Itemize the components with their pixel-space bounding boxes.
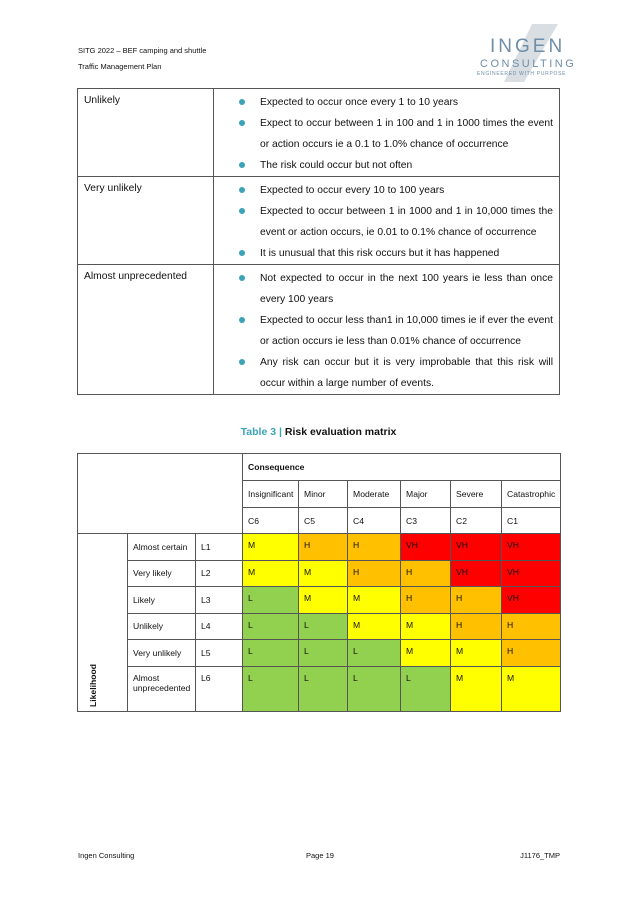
- consequence-code: C1: [502, 508, 561, 534]
- likelihood-code: L6: [196, 666, 243, 711]
- risk-rating: H: [507, 646, 514, 656]
- matrix-row: [78, 666, 561, 711]
- consequence-code: C6: [243, 508, 299, 534]
- risk-cell: [243, 640, 299, 667]
- risk-rating: M: [304, 566, 312, 577]
- risk-cell: [502, 587, 561, 614]
- risk-cell: [502, 666, 561, 711]
- risk-cell: [401, 613, 451, 640]
- risk-cell: [401, 534, 451, 561]
- risk-cell: [348, 613, 401, 640]
- risk-cell: [348, 640, 401, 667]
- consequence-heading: Consequence: [243, 454, 561, 481]
- risk-rating: M: [353, 619, 361, 630]
- risk-rating: VH: [507, 540, 519, 550]
- consequence-name: Severe: [451, 481, 502, 508]
- risk-rating: L: [248, 646, 253, 656]
- risk-rating: VH: [507, 566, 519, 577]
- definition-bullet: Expected to occur once every 1 to 10 years: [236, 92, 553, 113]
- definition-bullet: Not expected to occur in the next 100 years ie less than once every 100 years: [236, 268, 553, 310]
- risk-cell: [299, 534, 348, 561]
- risk-rating: M: [456, 646, 464, 656]
- risk-cell: [299, 560, 348, 587]
- risk-rating: L: [248, 672, 253, 683]
- definition-level: Unlikely: [78, 89, 214, 177]
- definition-row: [78, 177, 560, 265]
- footer-company: Ingen Consulting: [78, 851, 135, 860]
- risk-rating: L: [406, 672, 411, 683]
- definition-description: [214, 89, 560, 177]
- risk-cell: [401, 560, 451, 587]
- risk-cell: [243, 666, 299, 711]
- definition-level: Almost unprecedented: [78, 265, 214, 395]
- risk-rating: VH: [507, 593, 519, 603]
- risk-rating: M: [248, 540, 256, 550]
- matrix-row: [78, 587, 561, 614]
- risk-rating: H: [507, 619, 514, 630]
- risk-cell: [299, 613, 348, 640]
- risk-rating: L: [304, 646, 309, 656]
- definition-bullet: Expected to occur between 1 in 1000 and 1 in 10,000 times the event or action occurs, ie 0.01 to 0.1% chance of occurrence: [236, 201, 553, 243]
- risk-cell: [451, 666, 502, 711]
- footer-document-code: J1176_TMP: [520, 851, 560, 860]
- matrix-corner-cell: [78, 454, 243, 534]
- matrix-row: [78, 613, 561, 640]
- risk-rating: M: [353, 593, 361, 603]
- risk-cell: [502, 534, 561, 561]
- risk-rating: L: [248, 593, 253, 603]
- likelihood-code: L5: [196, 640, 243, 667]
- risk-rating: M: [406, 619, 414, 630]
- document-header: [78, 43, 206, 75]
- likelihood-name: Very unlikely: [128, 640, 196, 667]
- risk-cell: [401, 666, 451, 711]
- risk-cell: [502, 640, 561, 667]
- risk-cell: [348, 534, 401, 561]
- consequence-code: C5: [299, 508, 348, 534]
- consequence-code: C4: [348, 508, 401, 534]
- consequence-code: C3: [401, 508, 451, 534]
- definition-row: [78, 265, 560, 395]
- consequence-name: Major: [401, 481, 451, 508]
- likelihood-name: Almost certain: [128, 534, 196, 561]
- caption-number: Table 3 |: [240, 426, 282, 438]
- matrix-row: [78, 560, 561, 587]
- risk-cell: [299, 640, 348, 667]
- risk-evaluation-matrix: [77, 453, 561, 712]
- risk-cell: [451, 613, 502, 640]
- definition-bullet: Expect to occur between 1 in 100 and 1 in 1000 times the event or action occurs ie a 0.1 to 1.0% chance of occurrence: [236, 113, 553, 155]
- risk-cell: [348, 560, 401, 587]
- table-caption: [0, 426, 637, 438]
- risk-rating: H: [456, 593, 463, 603]
- definition-bullet: Expected to occur less than1 in 10,000 times ie if ever the event or action occurs ie less than 0.01% chance of occurrence: [236, 310, 553, 352]
- risk-rating: H: [406, 593, 413, 603]
- likelihood-name: Unlikely: [128, 613, 196, 640]
- risk-rating: M: [248, 566, 256, 577]
- risk-rating: H: [456, 619, 463, 630]
- risk-rating: L: [353, 646, 358, 656]
- likelihood-axis-cell: [78, 534, 128, 712]
- risk-cell: [243, 534, 299, 561]
- risk-cell: [451, 534, 502, 561]
- risk-rating: L: [248, 619, 253, 630]
- matrix-row: [78, 534, 561, 561]
- risk-rating: M: [406, 646, 414, 656]
- risk-rating: H: [406, 566, 413, 577]
- risk-cell: [401, 640, 451, 667]
- risk-cell: [401, 587, 451, 614]
- definition-row: [78, 89, 560, 177]
- caption-title: Risk evaluation matrix: [284, 426, 397, 438]
- likelihood-code: L4: [196, 613, 243, 640]
- definition-bullet: The risk could occur but not often: [236, 155, 553, 176]
- risk-rating: H: [353, 540, 360, 550]
- likelihood-code: L3: [196, 587, 243, 614]
- footer-page-number: Page 19: [306, 851, 334, 860]
- risk-rating: VH: [456, 566, 468, 577]
- risk-cell: [451, 640, 502, 667]
- risk-cell: [348, 666, 401, 711]
- risk-rating: L: [353, 672, 358, 683]
- definition-bullet: It is unusual that this risk occurs but it has happened: [236, 243, 553, 264]
- consequence-name: Minor: [299, 481, 348, 508]
- likelihood-definitions-table: [77, 88, 560, 395]
- risk-cell: [502, 613, 561, 640]
- risk-cell: [451, 587, 502, 614]
- likelihood-code: L2: [196, 560, 243, 587]
- definition-description: [214, 265, 560, 395]
- logo-tagline: ENGINEERED WITH PURPOSE: [477, 71, 567, 77]
- consequence-code: C2: [451, 508, 502, 534]
- likelihood-axis-label: Likelihood: [88, 663, 98, 707]
- risk-rating: VH: [406, 540, 418, 550]
- likelihood-name: Very likely: [128, 560, 196, 587]
- matrix-row: [78, 640, 561, 667]
- consequence-name: Insignificant: [243, 481, 299, 508]
- risk-rating: M: [507, 672, 515, 683]
- risk-cell: [243, 587, 299, 614]
- risk-rating: M: [456, 672, 464, 683]
- risk-cell: [243, 613, 299, 640]
- company-logo: [470, 24, 577, 88]
- risk-cell: [348, 587, 401, 614]
- consequence-name: Moderate: [348, 481, 401, 508]
- definition-level: Very unlikely: [78, 177, 214, 265]
- risk-rating: L: [304, 619, 309, 630]
- likelihood-name: Likely: [128, 587, 196, 614]
- risk-rating: H: [353, 566, 360, 577]
- risk-rating: M: [304, 593, 312, 603]
- risk-rating: VH: [456, 540, 468, 550]
- logo-word: INGEN: [490, 36, 566, 57]
- risk-cell: [299, 666, 348, 711]
- risk-cell: [299, 587, 348, 614]
- header-project-title: SITG 2022 – BEF camping and shuttle: [78, 46, 207, 55]
- risk-cell: [451, 560, 502, 587]
- definition-description: [214, 177, 560, 265]
- risk-cell: [502, 560, 561, 587]
- risk-rating: H: [304, 540, 311, 550]
- definition-bullet: Expected to occur every 10 to 100 years: [236, 180, 553, 201]
- consequence-name: Catastrophic: [502, 481, 561, 508]
- header-document-title: Traffic Management Plan: [78, 62, 162, 71]
- likelihood-name: Almost unprecedented: [128, 666, 196, 711]
- risk-cell: [243, 560, 299, 587]
- risk-rating: L: [304, 672, 309, 683]
- logo-sub: CONSULTING: [480, 58, 577, 70]
- definition-bullet: Any risk can occur but it is very improbable that this risk will occur within a large number of events.: [236, 352, 553, 394]
- likelihood-code: L1: [196, 534, 243, 561]
